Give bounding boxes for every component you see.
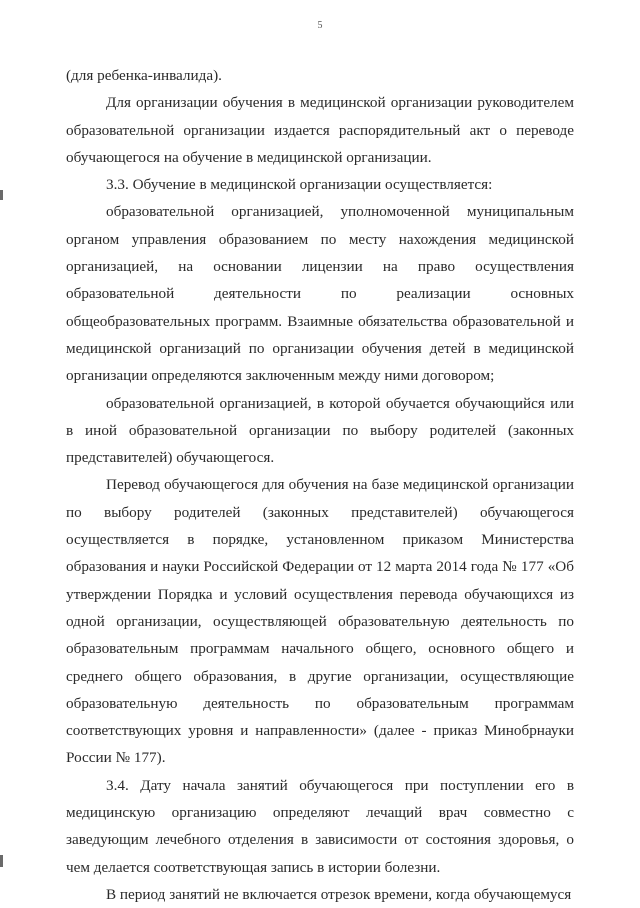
scan-edge-mark	[0, 190, 3, 200]
paragraph: образовательной организацией, в которой обучается обучающийся или в иной образовательной организации по выбору родителей (законных представителей) обучающегося.	[66, 394, 574, 467]
scan-edge-mark	[0, 855, 3, 867]
paragraph: Перевод обучающегося для обучения на базе медицинской организации по выбору родителей (законных представителей) обучающегося осуществляется в порядке, установленном приказом Министерства образования и науки Российской Федерации от 12 марта 2014 года № 177 «Об утверждении Порядка и условий осуществления перевода обучающихся из одной организации, осуществляющей образовательную деятельность по образовательным программам начального общего, основного общего и среднего общего образования, в другие организации, осуществляющие образовательную деятельность по образовательным программам соответствующих уровня и направленности» (далее - приказ Минобрнауки России № 177).	[66, 476, 574, 767]
paragraph: Для организации обучения в медицинской организации руководителем образовательной организации издается распорядительный акт о переводе обучающегося на обучение в медицинской организации.	[66, 94, 574, 166]
page-number: 5	[317, 20, 323, 31]
paragraph: В период занятий не включается отрезок времени, когда обучающемуся	[106, 885, 572, 903]
document-body	[66, 62, 574, 908]
section-3-4-paragraph: 3.4. Дату начала занятий обучающегося при поступлении его в медицинскую организацию определяют лечащий врач совместно с заведующим лечебного отделения в зависимости от состояния здоровья, о чем делается соответствующая запись в истории болезни.	[66, 776, 574, 876]
paragraph: (для ребенка-инвалида).	[66, 67, 222, 84]
paragraph: образовательной организацией, уполномоченной муниципальным органом управления образованием по месту нахождения медицинской организацией, на основании лицензии на право осуществления образовательной деятельности по реализации основных общеобразовательных программ. Взаимные обязательства образовательной и медицинской организаций по организации обучения детей в медицинской организации определяются заключенным между ними договором;	[66, 203, 574, 385]
section-3-3-heading: 3.3. Обучение в медицинской организации осуществляется:	[106, 176, 493, 194]
